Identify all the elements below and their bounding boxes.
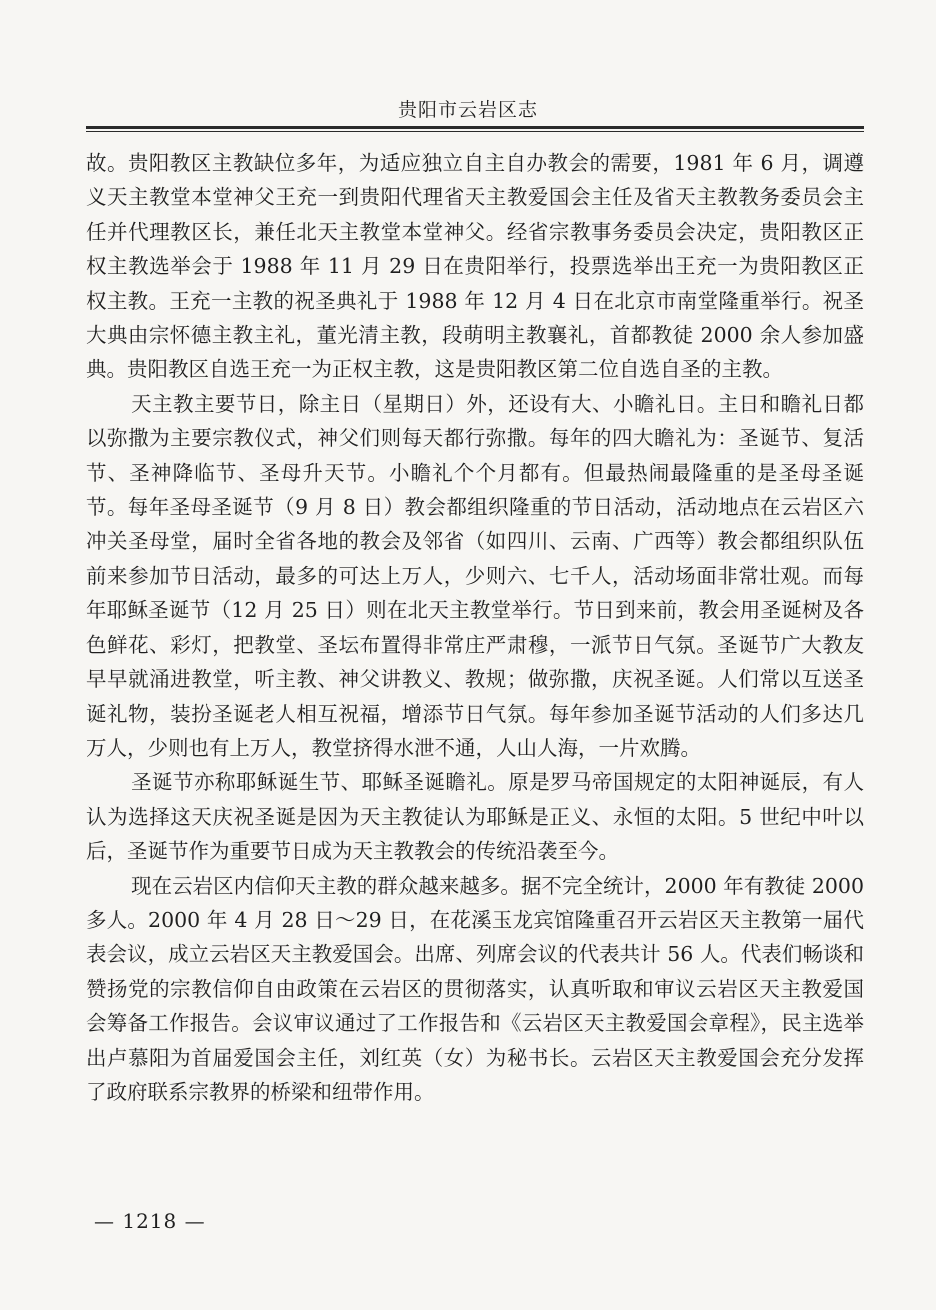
header-rule-thin <box>86 131 864 132</box>
running-header-title: 贵阳市云岩区志 <box>397 99 538 121</box>
paragraph-current-status: 现在云岩区内信仰天主教的群众越来越多。据不完全统计，2000 年有教徒 2000 多人。2000 年 4 月 28 日～29 日，在花溪玉龙宾馆隆重召开云岩区天主教第一届代表会议，成立云岩区天主教爱国会。出席、列席会议的代表共计 56 人。代表们畅谈和赞扬党的宗教信仰自由政策在云岩区的贯彻落实，认真听取和审议云岩区天主教爱国会筹备工作报告。会议审议通过了工作报告和《云岩区天主教爱国会章程》，民主选举出卢慕阳为首届爱国会主任，刘红英（女）为秘书长。云岩区天主教爱国会充分发挥了政府联系宗教界的桥梁和纽带作用。 <box>86 873 864 1104</box>
paragraph-christmas-origin: 圣诞节亦称耶稣诞生节、耶稣圣诞瞻礼。原是罗马帝国规定的太阳神诞辰，有人认为选择这天庆祝圣诞是因为天主教徒认为耶稣是正义、永恒的太阳。5 世纪中叶以后，圣诞节作为重要节日成为天主教教会的传统沿袭至今。 <box>86 770 864 864</box>
body-text <box>86 146 864 1109</box>
page-number: — 1218 — <box>94 1209 206 1233</box>
paragraph-continued: 故。贵阳教区主教缺位多年，为适应独立自主自办教会的需要，1981 年 6 月，调遵义天主教堂本堂神父王充一到贵阳代理省天主教爱国会主任及省天主教教务委员会主任并代理教区长，兼任北天主教堂本堂神父。经省宗教事务委员会决定，贵阳教区正权主教选举会于 1988 年 11 月 29 日在贵阳举行，投票选举出王充一为贵阳教区正权主教。王充一主教的祝圣典礼于 1988 年 12 月 4 日在北京市南堂隆重举行。祝圣大典由宗怀德主教主礼，董光清主教，段萌明主教襄礼，首都教徒 2000 余人参加盛典。贵阳教区自选王充一为正权主教，这是贵阳教区第二位自选自圣的主教。 <box>86 151 864 382</box>
header-rule <box>86 126 864 129</box>
paragraph-festivals: 天主教主要节日，除主日（星期日）外，还设有大、小瞻礼日。主日和瞻礼日都以弥撒为主要宗教仪式，神父们则每天都行弥撒。每年的四大瞻礼为：圣诞节、复活节、圣神降临节、圣母升天节。小瞻礼个个月都有。但最热闹最隆重的是圣母圣诞节。每年圣母圣诞节（9 月 8 日）教会都组织隆重的节日活动，活动地点在云岩区六冲关圣母堂，届时全省各地的教会及邻省（如四川、云南、广西等）教会都组织队伍前来参加节日活动，最多的可达上万人，少则六、七千人，活动场面非常壮观。而每年耶稣圣诞节（12 月 25 日）则在北天主教堂举行。节日到来前，教会用圣诞树及各色鲜花、彩灯，把教堂、圣坛布置得非常庄严肃穆，一派节日气氛。圣诞节广大教友早早就涌进教堂，听主教、神父讲教义、教规；做弥撒，庆祝圣诞。人们常以互送圣诞礼物，装扮圣诞老人相互祝福，增添节日气氛。每年参加圣诞节活动的人们多达几万人，少则也有上万人，教堂挤得水泄不通，人山人海，一片欢腾。 <box>86 391 864 760</box>
